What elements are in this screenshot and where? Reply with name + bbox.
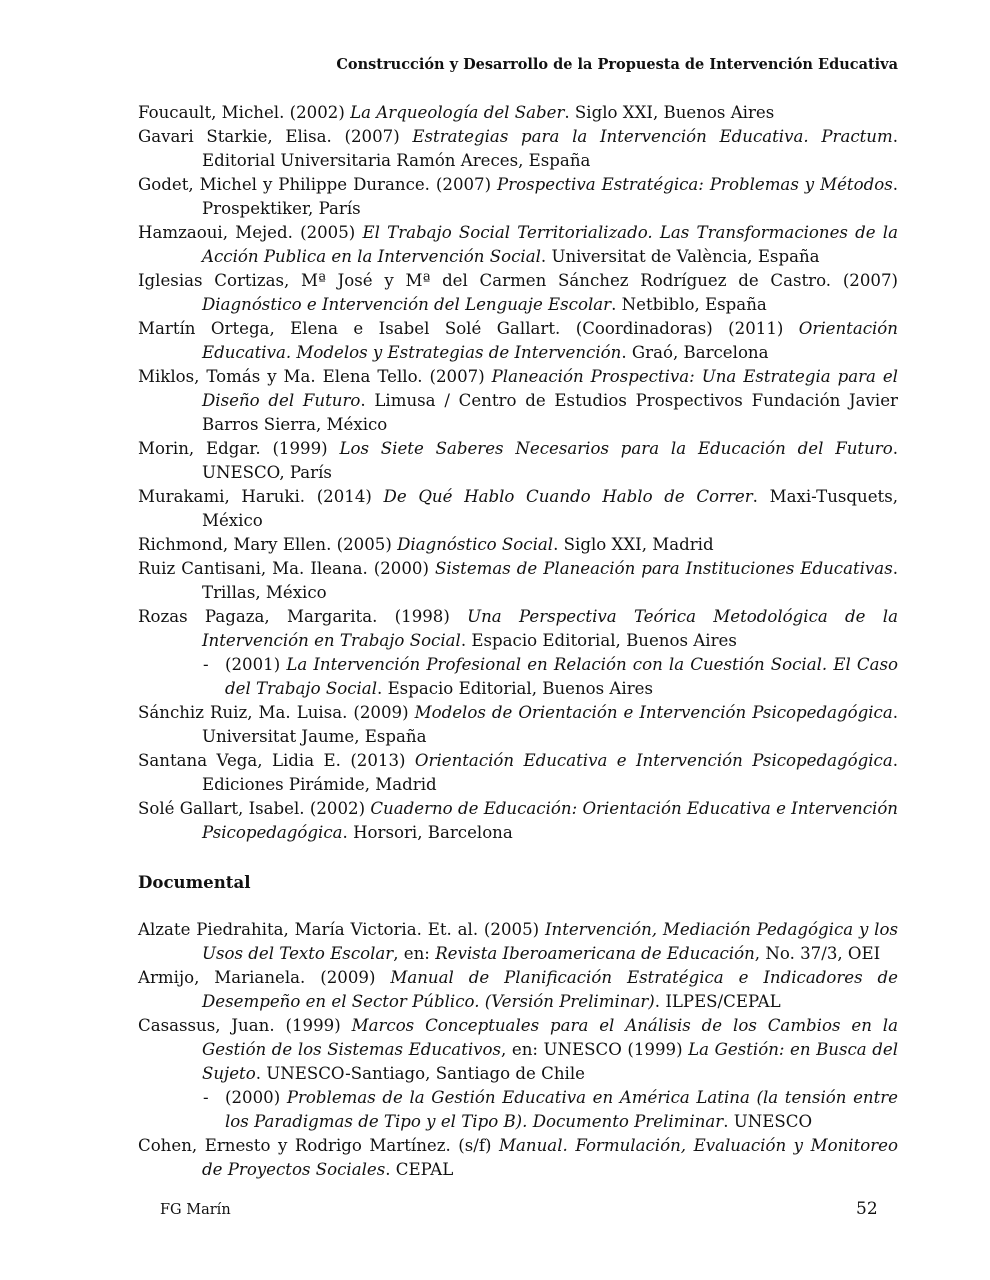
reference-entry xyxy=(138,749,898,797)
reference-text: (2001) xyxy=(225,655,287,674)
reference-text: . Graó, Barcelona xyxy=(621,343,769,362)
reference-sub-entry xyxy=(138,653,898,701)
reference-title: El Trabajo Social Territorializado. Las Transformaciones de la Acción Publica en la Intervención Social xyxy=(202,223,898,266)
reference-text: (2000) xyxy=(225,1088,287,1107)
reference-text: , No. 37/3, OEI xyxy=(754,944,881,963)
reference-title: Orientación Educativa. Modelos y Estrategias de Intervención xyxy=(202,319,898,362)
reference-text: Hamzaoui, Mejed. (2005) xyxy=(138,223,363,242)
reference-text: , en: UNESCO (1999) xyxy=(501,1040,689,1059)
reference-text: . Universitat de València, España xyxy=(540,247,820,266)
reference-text: . Trillas, México xyxy=(202,559,898,602)
footer-author: FG Marín xyxy=(160,1202,231,1218)
reference-title: Modelos de Orientación e Intervención Psicopedagógica xyxy=(414,703,893,722)
reference-title: Planeación Prospectiva: Una Estrategia para el Diseño del Futuro xyxy=(202,367,898,410)
reference-title: Marcos Conceptuales para el Análisis de los Cambios en la Gestión de los Sistemas Educativos xyxy=(202,1016,898,1059)
reference-text: . Ediciones Pirámide, Madrid xyxy=(202,751,899,794)
reference-text: Richmond, Mary Ellen. (2005) xyxy=(138,535,398,554)
reference-title: La Gestión: en Busca del Sujeto xyxy=(202,1040,899,1083)
reference-text: . Horsori, Barcelona xyxy=(342,823,513,842)
reference-title: Una Perspectiva Teórica Metodológica de la Intervención en Trabajo Social xyxy=(202,607,898,650)
reference-entry xyxy=(138,101,898,125)
reference-title: Revista Iberoamericana de Educación xyxy=(435,944,755,963)
reference-text: Casassus, Juan. (1999) xyxy=(138,1016,352,1035)
reference-text: Murakami, Haruki. (2014) xyxy=(138,487,384,506)
reference-text: . UNESCO-Santiago, Santiago de Chile xyxy=(255,1064,585,1083)
section-heading: Documental xyxy=(138,872,251,892)
reference-text: . Prospektiker, París xyxy=(202,175,898,218)
reference-text: Alzate Piedrahita, María Victoria. Et. al. (2005) xyxy=(138,920,545,939)
reference-entry xyxy=(138,221,898,269)
reference-text: . Limusa / Centro de Estudios Prospectivos Fundación Javier Barros Sierra, México xyxy=(202,391,898,434)
reference-entry xyxy=(138,485,898,533)
reference-entry xyxy=(138,918,898,966)
reference-title: Problemas de la Gestión Educativa en América Latina (la tensión entre los Paradigmas de Tipo y el Tipo B). Documento Preliminar xyxy=(225,1088,899,1131)
reference-entry xyxy=(138,269,898,317)
reference-text: Iglesias Cortizas, Mª José y Mª del Carmen Sánchez Rodríguez de Castro. (2007) xyxy=(138,271,898,290)
reference-title: Diagnóstico e Intervención del Lenguaje Escolar xyxy=(202,295,612,314)
reference-entry xyxy=(138,317,898,365)
reference-title: Manual. Formulación, Evaluación y Monitoreo de Proyectos Sociales xyxy=(202,1136,898,1179)
reference-text: Gavari Starkie, Elisa. (2007) xyxy=(138,127,413,146)
dash-marker: - xyxy=(203,655,209,674)
reference-text: . CEPAL xyxy=(385,1160,454,1179)
reference-entry xyxy=(138,125,898,173)
reference-text: Armijo, Marianela. (2009) xyxy=(138,968,391,987)
reference-text: . Siglo XXI, Madrid xyxy=(553,535,714,554)
reference-text: Solé Gallart, Isabel. (2002) xyxy=(138,799,371,818)
reference-text: . Editorial Universitaria Ramón Areces, España xyxy=(202,127,899,170)
reference-text: Rozas Pagaza, Margarita. (1998) xyxy=(138,607,468,626)
reference-text: Foucault, Michel. (2002) xyxy=(138,103,351,122)
reference-entry xyxy=(138,605,898,653)
reference-text: , en: xyxy=(393,944,436,963)
reference-sub-entry xyxy=(138,1086,898,1134)
reference-text: . Espacio Editorial, Buenos Aires xyxy=(460,631,737,650)
reference-entry xyxy=(138,701,898,749)
reference-title: De Qué Hablo Cuando Hablo de Correr xyxy=(383,487,753,506)
reference-text: . Siglo XXI, Buenos Aires xyxy=(564,103,775,122)
reference-text: Sánchiz Ruiz, Ma. Luisa. (2009) xyxy=(138,703,415,722)
reference-text: . Netbiblo, España xyxy=(611,295,767,314)
page-number: 52 xyxy=(856,1199,878,1219)
reference-entry xyxy=(138,365,898,437)
reference-text: Martín Ortega, Elena e Isabel Solé Gallart. (Coordinadoras) (2011) xyxy=(138,319,799,338)
reference-title: La Intervención Profesional en Relación con la Cuestión Social. El Caso del Trabajo Social xyxy=(225,655,899,698)
bibliography xyxy=(138,101,898,1182)
reference-text: Ruiz Cantisani, Ma. Ileana. (2000) xyxy=(138,559,435,578)
reference-text: Morin, Edgar. (1999) xyxy=(138,439,340,458)
reference-title: Sistemas de Planeación para Instituciones Educativas xyxy=(434,559,893,578)
reference-text: . Maxi-Tusquets, México xyxy=(202,487,898,530)
reference-entry xyxy=(138,797,898,845)
reference-text: Miklos, Tomás y Ma. Elena Tello. (2007) xyxy=(138,367,492,386)
reference-title: Cuaderno de Educación: Orientación Educativa e Intervención Psicopedagógica xyxy=(202,799,898,842)
reference-text: Cohen, Ernesto y Rodrigo Martínez. (s/f) xyxy=(138,1136,500,1155)
reference-entry xyxy=(138,437,898,485)
reference-entry xyxy=(138,173,898,221)
page-header: Construcción y Desarrollo de la Propuesta de Intervención Educativa xyxy=(336,56,898,73)
reference-text: Santana Vega, Lidia E. (2013) xyxy=(138,751,415,770)
reference-text: . UNESCO xyxy=(723,1112,813,1131)
reference-text: Godet, Michel y Philippe Durance. (2007) xyxy=(138,175,498,194)
reference-title: Manual de Planificación Estratégica e Indicadores de Desempeño en el Sector Público. (Versión Preliminar) xyxy=(202,968,898,1011)
reference-entry xyxy=(138,557,898,605)
reference-entry xyxy=(138,1014,898,1086)
reference-text: . UNESCO, París xyxy=(202,439,898,482)
reference-text: . ILPES/CEPAL xyxy=(654,992,781,1011)
reference-title: Orientación Educativa e Intervención Psicopedagógica xyxy=(414,751,893,770)
reference-title: La Arqueología del Saber xyxy=(350,103,565,122)
reference-entry xyxy=(138,533,898,557)
reference-title: Los Siete Saberes Necesarios para la Educación del Futuro xyxy=(339,439,893,458)
reference-title: Prospectiva Estratégica: Problemas y Métodos xyxy=(497,175,893,194)
reference-title: Diagnóstico Social xyxy=(397,535,554,554)
reference-text: . Universitat Jaume, España xyxy=(202,703,898,746)
reference-title: Intervención, Mediación Pedagógica y los Usos del Texto Escolar xyxy=(202,920,898,963)
reference-entry xyxy=(138,966,898,1014)
reference-title: Estrategias para la Intervención Educativa. Practum xyxy=(412,127,893,146)
dash-marker: - xyxy=(203,1088,209,1107)
reference-text: . Espacio Editorial, Buenos Aires xyxy=(377,679,653,698)
reference-entry xyxy=(138,1134,898,1182)
